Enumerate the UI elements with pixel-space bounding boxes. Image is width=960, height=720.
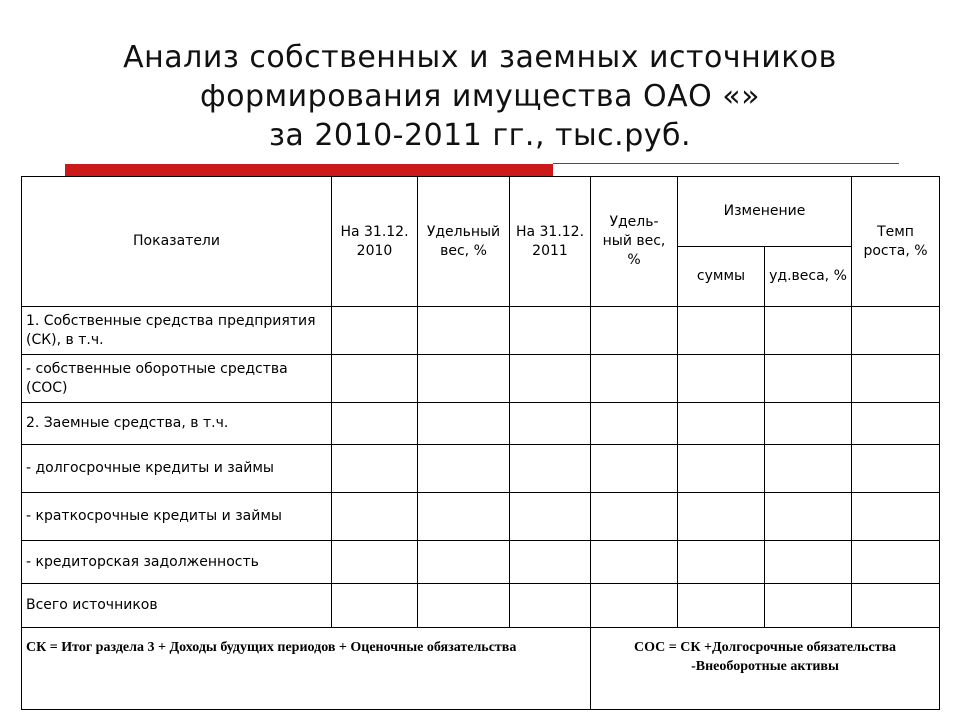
- table-cell: [678, 355, 765, 403]
- table-cell: [418, 493, 510, 541]
- table-cell: [510, 584, 591, 628]
- table-cell: [418, 355, 510, 403]
- header-on-2010: На 31.12. 2010: [332, 177, 418, 307]
- table-cell: [591, 541, 678, 584]
- table-cell: [510, 493, 591, 541]
- row-label: - собственные оборотные средства (СОС): [22, 355, 332, 403]
- row-label: Всего источников: [22, 584, 332, 628]
- title-line-3: за 2010-2011 гг., тыс.руб.: [268, 118, 692, 153]
- row-label: - кредиторская задолженность: [22, 541, 332, 584]
- table-cell: [332, 403, 418, 445]
- table-row: [22, 541, 940, 584]
- table-cell: [510, 541, 591, 584]
- header-on-2011: На 31.12. 2011: [510, 177, 591, 307]
- table-cell: [765, 541, 852, 584]
- header-share-2011: Удель-ный вес, %: [591, 177, 678, 307]
- table-cell: [418, 584, 510, 628]
- table-cell: [332, 445, 418, 493]
- title-line-2: формирования имущества ОАО «»: [200, 79, 760, 114]
- table-cell: [678, 541, 765, 584]
- table-cell: [510, 355, 591, 403]
- table-cell: [852, 307, 940, 355]
- table-cell: [852, 445, 940, 493]
- table-row: [22, 307, 940, 355]
- analysis-table: [21, 176, 940, 710]
- title-line-1: Анализ собственных и заемных источников: [123, 40, 837, 75]
- table-cell: [765, 584, 852, 628]
- table-cell: [852, 493, 940, 541]
- table-row: [22, 445, 940, 493]
- header-indicators: Показатели: [22, 177, 332, 307]
- table-cell: [418, 445, 510, 493]
- table-row: [22, 493, 940, 541]
- formula-sos: СОС = СК +Долгосрочные обязательства -Внеоборотные активы: [591, 628, 940, 710]
- table-cell: [678, 493, 765, 541]
- header-change: Изменение: [678, 177, 852, 247]
- row-label: - краткосрочные кредиты и займы: [22, 493, 332, 541]
- table-cell: [510, 445, 591, 493]
- table-cell: [678, 584, 765, 628]
- header-change-share: уд.веса, %: [765, 247, 852, 307]
- table-cell: [678, 445, 765, 493]
- table-cell: [591, 493, 678, 541]
- table-cell: [332, 355, 418, 403]
- table-cell: [591, 355, 678, 403]
- table-cell: [765, 493, 852, 541]
- table-cell: [852, 584, 940, 628]
- table-cell: [852, 355, 940, 403]
- table-cell: [765, 307, 852, 355]
- table-cell: [765, 403, 852, 445]
- accent-bar: [65, 164, 553, 176]
- accent-line: [553, 163, 899, 164]
- header-share-2010: Удельный вес, %: [418, 177, 510, 307]
- table-cell: [332, 584, 418, 628]
- table-cell: [591, 445, 678, 493]
- row-label: 1. Собственные средства предприятия (СК), в т.ч.: [22, 307, 332, 355]
- table-cell: [332, 493, 418, 541]
- table-row: [22, 355, 940, 403]
- row-label: - долгосрочные кредиты и займы: [22, 445, 332, 493]
- header-row-1: [22, 177, 940, 247]
- table-cell: [418, 307, 510, 355]
- table-row: [22, 584, 940, 628]
- row-label: 2. Заемные средства, в т.ч.: [22, 403, 332, 445]
- formula-sk: СК = Итог раздела 3 + Доходы будущих периодов + Оценочные обязательства: [22, 628, 591, 710]
- formula-row: [22, 628, 940, 710]
- table-cell: [765, 445, 852, 493]
- table-cell: [332, 541, 418, 584]
- table-cell: [678, 403, 765, 445]
- table-cell: [765, 355, 852, 403]
- table-cell: [678, 307, 765, 355]
- table-cell: [510, 307, 591, 355]
- table-row: [22, 403, 940, 445]
- table-cell: [591, 584, 678, 628]
- table-cell: [418, 541, 510, 584]
- table-cell: [591, 307, 678, 355]
- header-change-sum: суммы: [678, 247, 765, 307]
- header-growth-rate: Темп роста, %: [852, 177, 940, 307]
- table-cell: [332, 307, 418, 355]
- table-cell: [591, 403, 678, 445]
- table-cell: [418, 403, 510, 445]
- slide-title: [60, 38, 900, 155]
- table-cell: [510, 403, 591, 445]
- table-cell: [852, 403, 940, 445]
- table-cell: [852, 541, 940, 584]
